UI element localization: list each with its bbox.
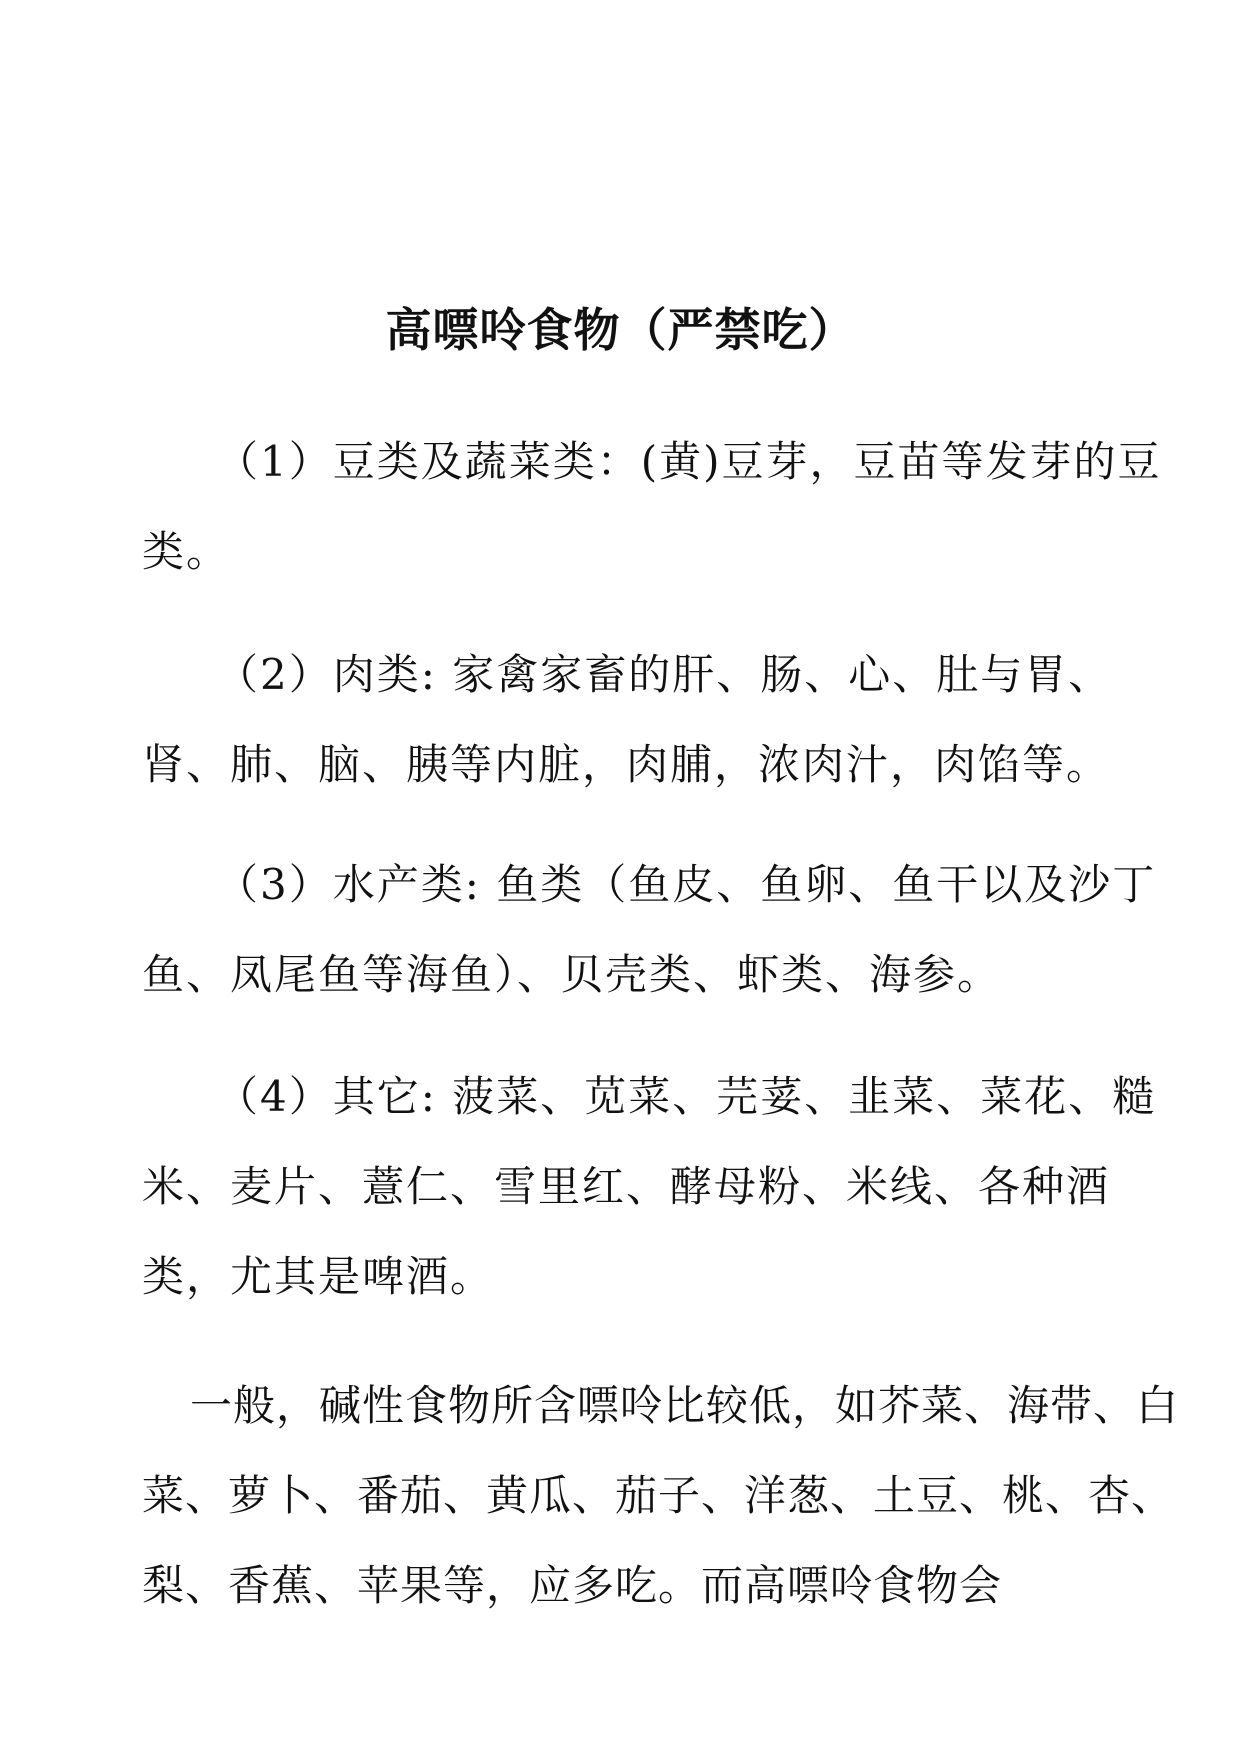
paragraph-meats: （2）肉类: 家禽家畜的肝、肠、心、肚与胃、肾、肺、脑、胰等内脏，肉脯，浓肉汁，肉馅等。 xyxy=(142,650,1113,789)
paragraph-legumes-vegetables: （1）豆类及蔬菜类：(黄)豆芽，豆苗等发芽的豆类。 xyxy=(142,437,1162,576)
paragraph-seafood: （3）水产类: 鱼类（鱼皮、鱼卵、鱼干以及沙丁鱼、凤尾鱼等海鱼）、贝壳类、虾类、海参。 xyxy=(142,860,1157,999)
paragraph-alkaline-foods: 一般，碱性食物所含嘌呤比较低，如芥菜、海带、白菜、萝卜、番茄、黄瓜、茄子、洋葱、土豆、桃、杏、梨、香蕉、苹果等，应多吃。而高嘌呤食物会 xyxy=(142,1381,1180,1610)
document-title: 高嘌呤食物（严禁吃） xyxy=(385,303,856,357)
paragraph-others: （4）其它: 菠菜、苋菜、芫荽、韭菜、菜花、糙米、麦片、薏仁、雪里红、酵母粉、米线、各种酒类，尤其是啤酒。 xyxy=(142,1072,1157,1301)
